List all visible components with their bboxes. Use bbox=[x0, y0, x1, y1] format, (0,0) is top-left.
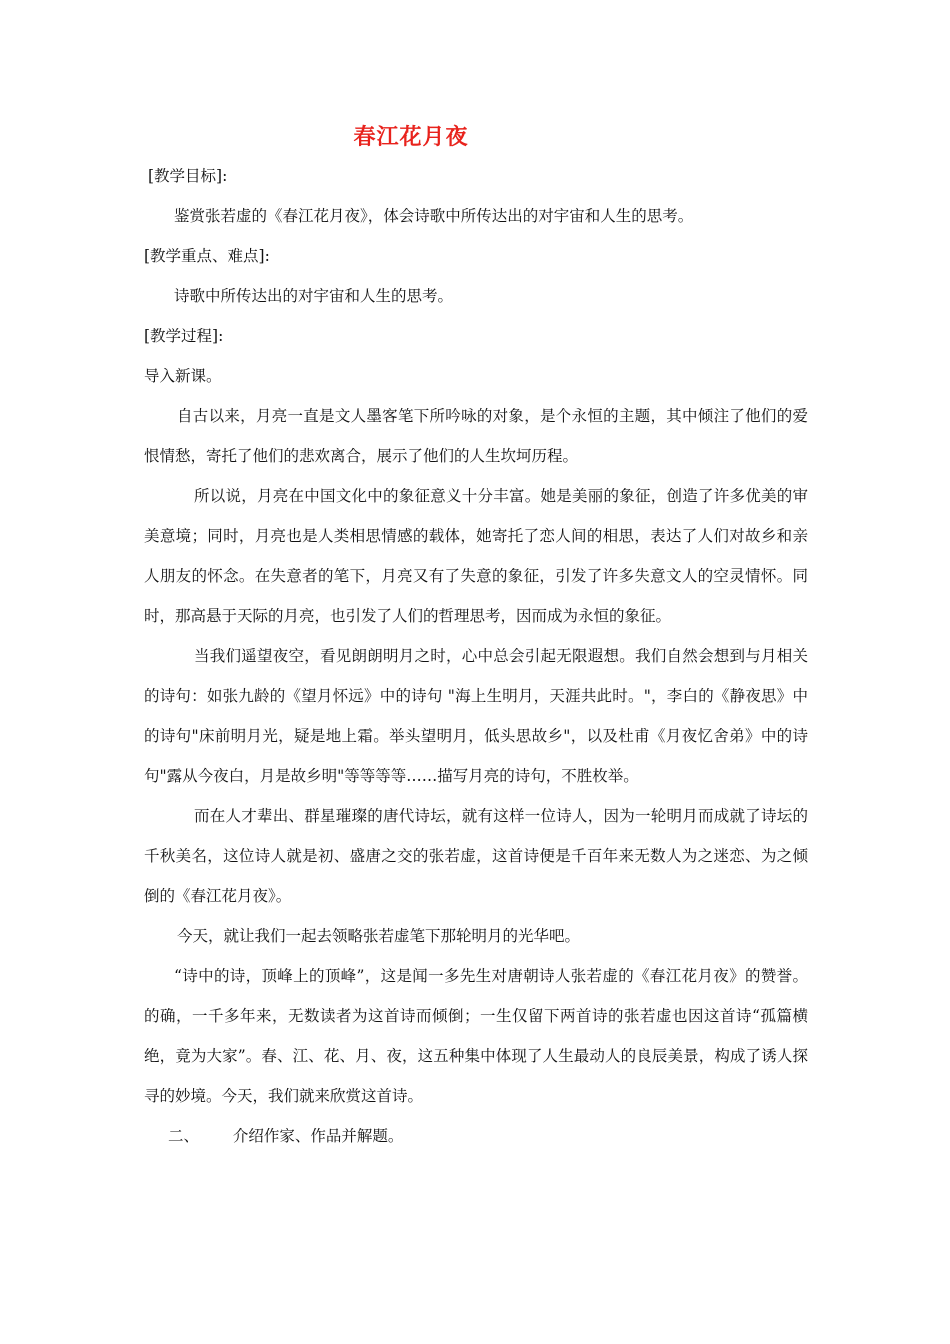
paragraph-zhang-ruoxu: 而在人才辈出、群星璀璨的唐代诗坛，就有这样一位诗人，因为一轮明月而成就了诗坛的千秋美名，这位诗人就是初、盛唐之交的张若虚，这首诗便是千百年来无数人为之迷恋、为之倾倒的《春江花月夜》。 bbox=[144, 807, 808, 905]
section-two-text: 介绍作家、作品并解题。 bbox=[232, 1127, 404, 1145]
paragraph-today: 今天，就让我们一起去领略张若虚笔下那轮明月的光华吧。 bbox=[177, 927, 581, 945]
key-points-text: 诗歌中所传达出的对宇宙和人生的思考。 bbox=[174, 287, 454, 305]
heading-teaching-goal: [教学目标]: bbox=[148, 167, 228, 185]
section-two bbox=[144, 1116, 808, 1156]
paragraph-moon-symbolism: 所以说，月亮在中国文化中的象征意义十分丰富。她是美丽的象征，创造了许多优美的审美意境；同时，月亮也是人类相思情感的载体，她寄托了恋人间的相思，表达了人们对故乡和亲人朋友的怀念。在失意者的笔下，月亮又有了失意的象征，引发了许多失意文人的空灵情怀。同时，那高悬于天际的月亮，也引发了人们的哲理思考，因而成为永恒的象征。 bbox=[144, 487, 808, 625]
paragraph-moon-poems: 当我们遥望夜空，看见朗朗明月之时，心中总会引起无限遐想。我们自然会想到与月相关的诗句：如张九龄的《望月怀远》中的诗句 "海上生明月，天涯共此时。"，李白的《静夜思》中的诗句"床前明月光，疑是地上霜。举头望明月，低头思故乡"，以及杜甫《月夜忆舍弟》中的诗句"露从今夜白，月是故乡明"等等等等……描写月亮的诗句，不胜枚举。 bbox=[144, 647, 808, 785]
section-two-number: 二、 bbox=[168, 1127, 200, 1145]
heading-teaching-process: [教学过程]: bbox=[144, 327, 224, 345]
heading-key-points: [教学重点、难点]: bbox=[144, 247, 270, 265]
intro-heading: 导入新课。 bbox=[144, 367, 222, 385]
paragraph-praise: “诗中的诗，顶峰上的顶峰”，这是闻一多先生对唐朝诗人张若虚的《春江花月夜》的赞誉。的确，一千多年来，无数读者为这首诗而倾倒；一生仅留下两首诗的张若虚也因这首诗“孤篇横绝，竟为大家”。春、江、花、月、夜，这五种集中体现了人生最动人的良辰美景，构成了诱人探寻的妙境。今天，我们就来欣赏这首诗。 bbox=[144, 967, 808, 1105]
document-title: 春江花月夜 bbox=[353, 124, 469, 150]
teaching-goal-text: 鉴赏张若虚的《春江花月夜》，体会诗歌中所传达出的对宇宙和人生的思考。 bbox=[174, 207, 694, 225]
paragraph-moon-theme: 自古以来，月亮一直是文人墨客笔下所吟咏的对象，是个永恒的主题，其中倾注了他们的爱恨情愁，寄托了他们的悲欢离合，展示了他们的人生坎坷历程。 bbox=[144, 407, 808, 465]
document-body bbox=[144, 156, 808, 1156]
